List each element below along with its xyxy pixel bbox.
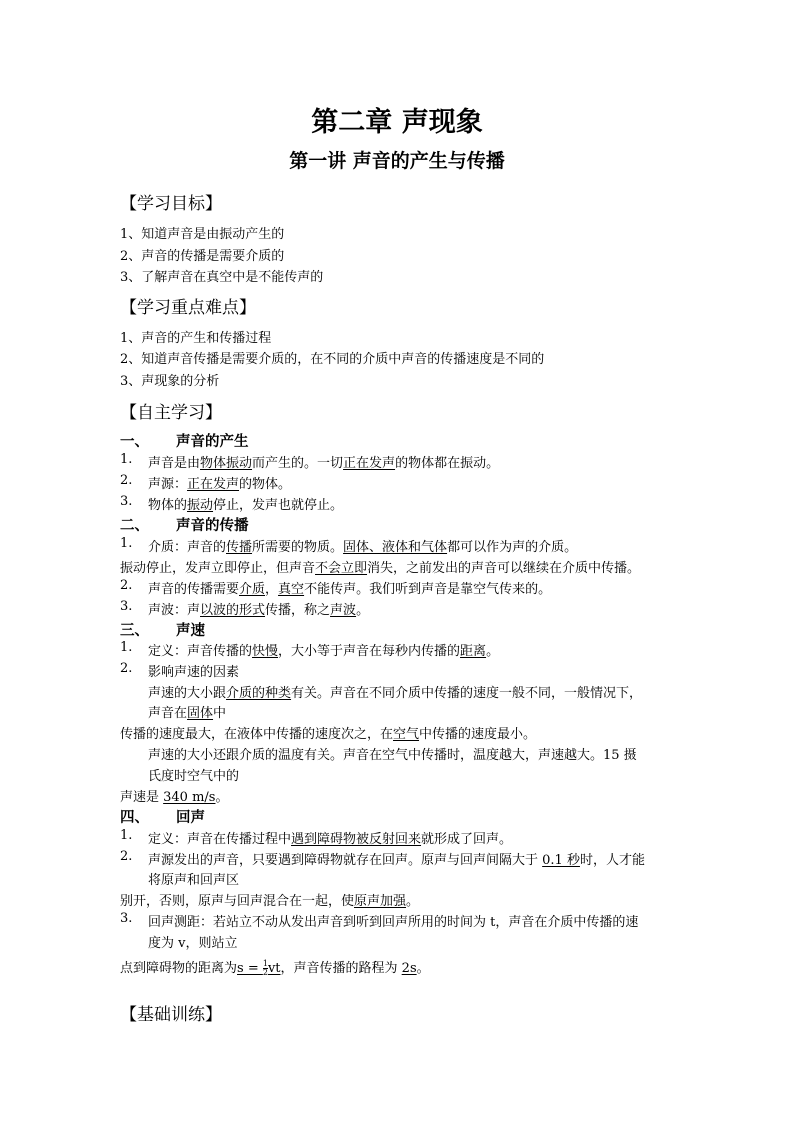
goal-item: 3、了解声音在真空中是不能传声的 bbox=[120, 270, 324, 285]
goal-item: 1、知道声音是由振动产生的 bbox=[120, 227, 285, 242]
list-item: 回声测距：若站立不动从发出声音到听到回声所用的时间为 t，声音在介质中传播的速 bbox=[148, 915, 639, 930]
paragraph-line: 声音在固体中 bbox=[148, 706, 227, 721]
list-item: 影响声速的因素 bbox=[148, 665, 240, 680]
item-number: 2. bbox=[120, 473, 133, 488]
item-number: 1. bbox=[120, 640, 133, 655]
fraction-one-half: $\frac{1}{2}$ bbox=[262, 959, 268, 977]
section-number: 一、 bbox=[120, 433, 149, 450]
chapter-title: 第二章 声现象 bbox=[311, 107, 483, 138]
paragraph-line: 将原声和回声区 bbox=[148, 873, 240, 888]
list-item: 声源发出的声音，只要遇到障碍物就存在回声。原声与回声间隔大于 0.1 秒时，人才能 bbox=[148, 853, 645, 868]
paragraph-line: 氏度时空气中的 bbox=[148, 769, 240, 784]
key-points-heading: 【学习重点难点】 bbox=[120, 298, 256, 318]
list-item: 定义：声音传播的快慢，大小等于声音在每秒内传播的距离。 bbox=[148, 644, 500, 659]
section-number: 二、 bbox=[120, 517, 149, 534]
item-number: 3. bbox=[120, 494, 133, 509]
section-title: 声速 bbox=[176, 622, 205, 639]
goals-heading: 【学习目标】 bbox=[120, 194, 222, 214]
list-item: 介质：声音的传播所需要的物质。固体、液体和气体都可以作为声的介质。 bbox=[148, 540, 578, 555]
goal-item: 2、声音的传播是需要介质的 bbox=[120, 249, 285, 264]
section-title: 声音的产生 bbox=[176, 433, 249, 450]
key-point-item: 3、声现象的分析 bbox=[120, 374, 220, 389]
item-number: 3. bbox=[120, 911, 133, 926]
lesson-title: 第一讲 声音的产生与传播 bbox=[289, 150, 505, 172]
item-number: 3. bbox=[120, 599, 133, 614]
item-number: 2. bbox=[120, 578, 133, 593]
paragraph-line: 传播的速度最大，在液体中传播的速度次之，在空气中传播的速度最小。 bbox=[120, 727, 537, 742]
paragraph-line: 声速的大小还跟介质的温度有关。声音在空气中传播时，温度越大，声速越大。15 摄 bbox=[148, 748, 637, 763]
section-number: 三、 bbox=[120, 622, 149, 639]
key-point-item: 2、知道声音传播是需要介质的，在不同的介质中声音的传播速度是不同的 bbox=[120, 352, 545, 367]
item-number: 1. bbox=[120, 828, 133, 843]
section-number: 四、 bbox=[120, 809, 149, 826]
self-study-heading: 【自主学习】 bbox=[120, 403, 222, 423]
section-title: 回声 bbox=[176, 809, 205, 826]
item-number: 2. bbox=[120, 661, 133, 676]
list-item: 声音是由物体振动而产生的。一切正在发声的物体都在振动。 bbox=[148, 456, 500, 471]
list-item: 声波：声以波的形式传播，称之声波。 bbox=[148, 603, 370, 618]
item-number: 2. bbox=[120, 849, 133, 864]
list-item: 定义：声音在传播过程中遇到障碍物被反射回来就形成了回声。 bbox=[148, 832, 513, 847]
paragraph-line: 度为 v，则站立 bbox=[148, 936, 238, 951]
note-line: 振动停止，发声立即停止，但声音不会立即消失，之前发出的声音可以继续在介质中传播。 bbox=[120, 561, 641, 576]
list-item: 声源：正在发声的物体。 bbox=[148, 477, 292, 492]
key-point-item: 1、声音的产生和传播过程 bbox=[120, 331, 272, 346]
list-item: 物体的振动停止，发声也就停止。 bbox=[148, 498, 344, 513]
basic-training-heading: 【基础训练】 bbox=[120, 1005, 222, 1025]
item-number: 1. bbox=[120, 452, 133, 467]
paragraph-line: 声速的大小跟介质的种类有关。声音在不同介质中传播的速度一般不同，一般情况下， bbox=[148, 686, 643, 701]
formula-line: 点到障碍物的距离为s = $\frac{1}{2}$ vt，声音传播的路程为 2s。 bbox=[120, 959, 430, 977]
paragraph-line: 别开，否则，原声与回声混合在一起，使原声加强。 bbox=[120, 894, 420, 909]
list-item: 声音的传播需要介质，真空不能传声。我们听到声音是靠空气传来的。 bbox=[148, 582, 552, 597]
section-title: 声音的传播 bbox=[176, 517, 249, 534]
item-number: 1. bbox=[120, 536, 133, 551]
paragraph-line: 声速是 340 m/s。 bbox=[120, 790, 229, 805]
